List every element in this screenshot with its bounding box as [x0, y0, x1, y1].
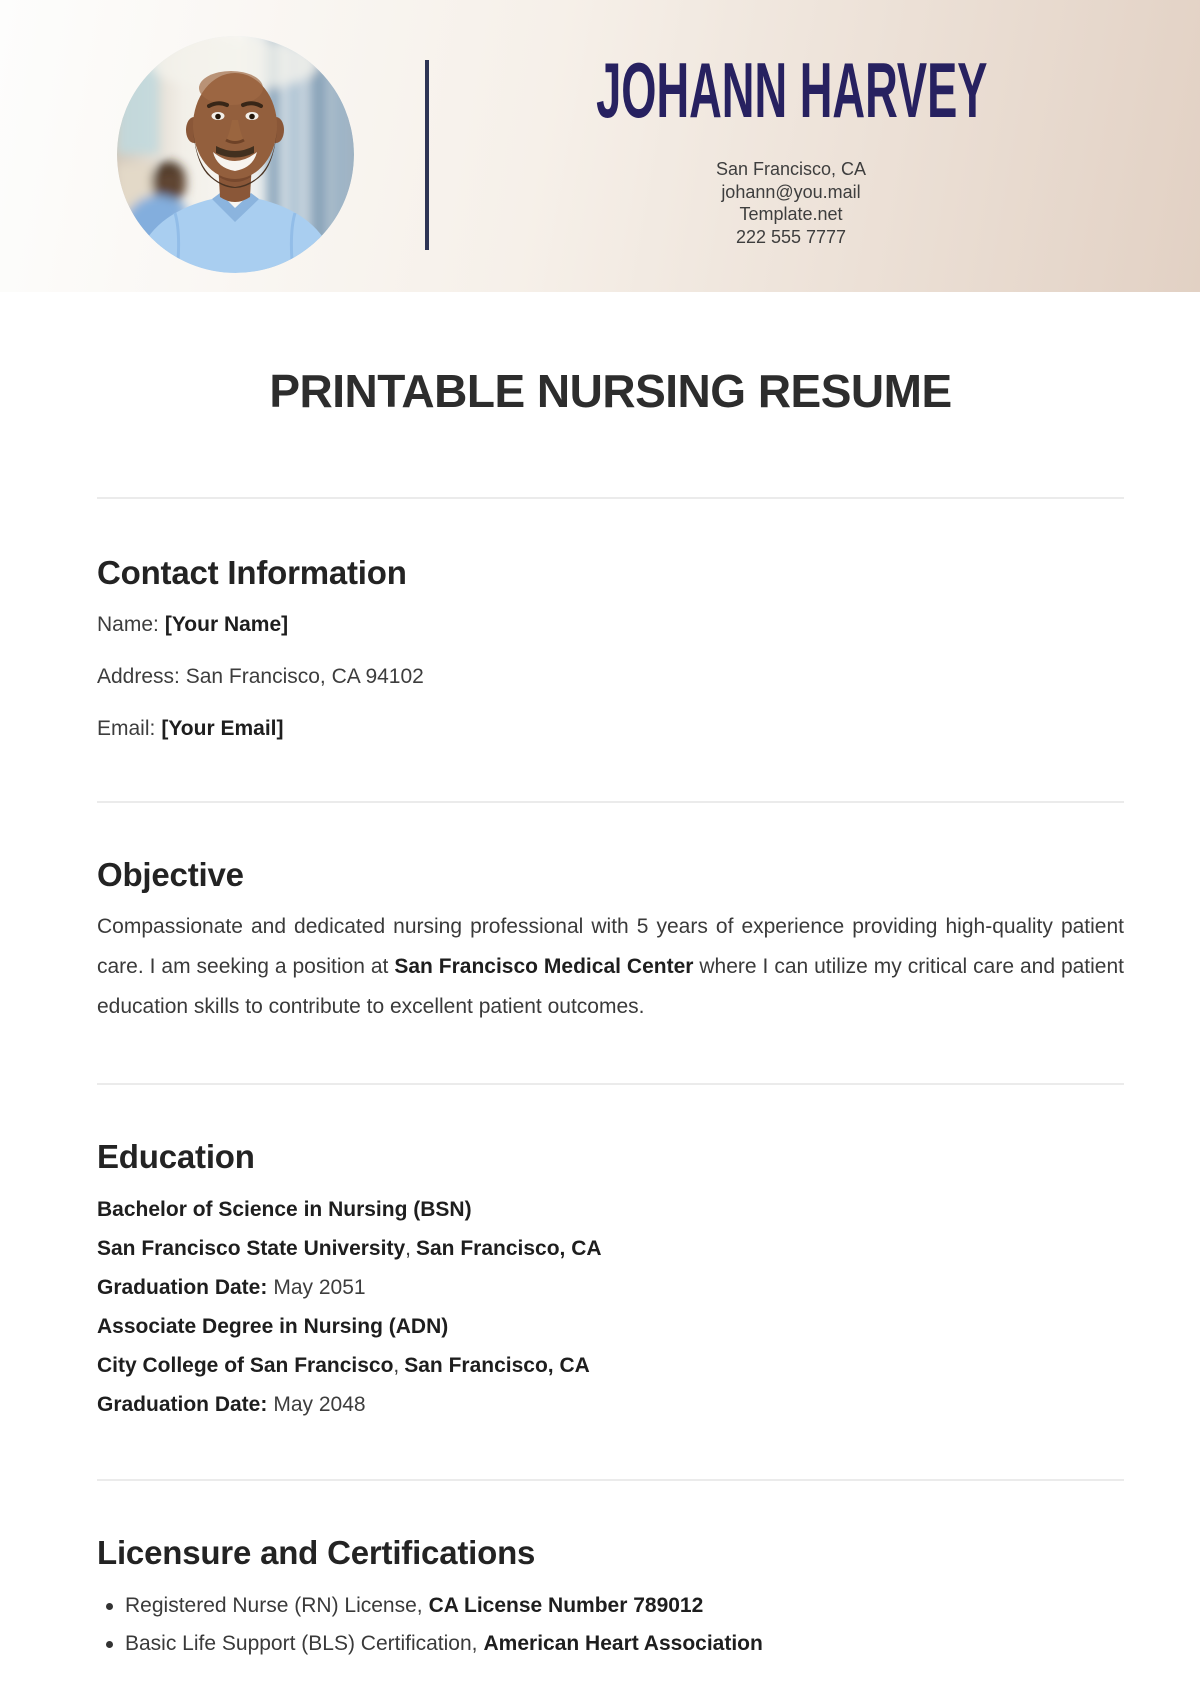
education-entries	[97, 1190, 1124, 1424]
header-contact-block	[455, 158, 1127, 248]
education-heading: Education	[97, 1138, 255, 1175]
contact-email-line	[97, 717, 1124, 741]
section-divider	[97, 1083, 1124, 1085]
header-identity	[455, 0, 1127, 292]
education-degree: Associate Degree in Nursing (ADN)	[97, 1315, 449, 1338]
licensure-item-text: Registered Nurse (RN) License,	[125, 1594, 423, 1617]
header-contact-location: San Francisco, CA	[715, 159, 867, 179]
contact-information-heading: Contact Information	[97, 554, 407, 591]
licensure-item-text: Basic Life Support (BLS) Certification,	[125, 1632, 478, 1655]
objective-text-before: Compassionate and dedicated nursing professional with 5 years of experience providing high-quality patient care. I am seeking a position at	[97, 915, 1124, 978]
education-school-line	[97, 1229, 1124, 1268]
education-school: City College of San Francisco	[97, 1354, 394, 1377]
person-name: JOHANN HARVEY	[596, 46, 988, 134]
page-title: PRINTABLE NURSING RESUME	[269, 365, 952, 417]
licensure-item-bold: CA License Number 789012	[428, 1594, 704, 1617]
education-graduation-line	[97, 1268, 1124, 1307]
header-contact-email: johann@you.mail	[721, 181, 861, 202]
resume-body	[0, 364, 1200, 1663]
resume-header	[0, 0, 1200, 292]
profile-photo	[117, 36, 354, 273]
header-contact-website: Template.net	[739, 204, 843, 224]
education-degree: Bachelor of Science in Nursing (BSN)	[97, 1198, 472, 1221]
header-contact-phone: 222 555 7777	[735, 226, 847, 247]
objective-heading: Objective	[97, 856, 244, 893]
licensure-item	[97, 1625, 1124, 1663]
contact-address-line: Address: San Francisco, CA 94102	[97, 665, 424, 688]
email-label: Email:	[97, 717, 156, 740]
section-divider	[97, 801, 1124, 803]
objective-paragraph	[97, 907, 1124, 1027]
bullet-icon	[106, 1603, 113, 1610]
nurse-portrait-illustration	[117, 36, 354, 273]
graduation-label: Graduation Date:	[97, 1393, 268, 1416]
graduation-date: May 2048	[273, 1393, 366, 1416]
name-label: Name:	[97, 613, 159, 636]
education-school: San Francisco State University	[97, 1237, 406, 1260]
section-divider	[97, 1479, 1124, 1481]
separator: ,	[393, 1354, 400, 1377]
education-school-line	[97, 1346, 1124, 1385]
bullet-icon	[106, 1641, 113, 1648]
licensure-item	[97, 1587, 1124, 1625]
graduation-label: Graduation Date:	[97, 1276, 268, 1299]
name-value: [Your Name]	[164, 613, 289, 636]
licensure-heading: Licensure and Certifications	[97, 1534, 536, 1571]
education-location: San Francisco, CA	[404, 1354, 590, 1377]
objective-highlight: San Francisco Medical Center	[394, 955, 694, 978]
licensure-list	[97, 1587, 1124, 1663]
contact-name-line	[97, 613, 1124, 637]
education-graduation-line	[97, 1385, 1124, 1424]
email-value: [Your Email]	[161, 717, 284, 740]
licensure-item-bold: American Heart Association	[483, 1632, 763, 1655]
education-location: San Francisco, CA	[415, 1237, 602, 1260]
objective-text-after: where I can utilize my critical care and patient education skills to contribute to excellent patient outcomes.	[97, 955, 1124, 1018]
header-vertical-divider	[425, 60, 429, 250]
separator: ,	[405, 1237, 411, 1260]
graduation-date: May 2051	[273, 1276, 366, 1299]
section-divider	[97, 497, 1124, 499]
